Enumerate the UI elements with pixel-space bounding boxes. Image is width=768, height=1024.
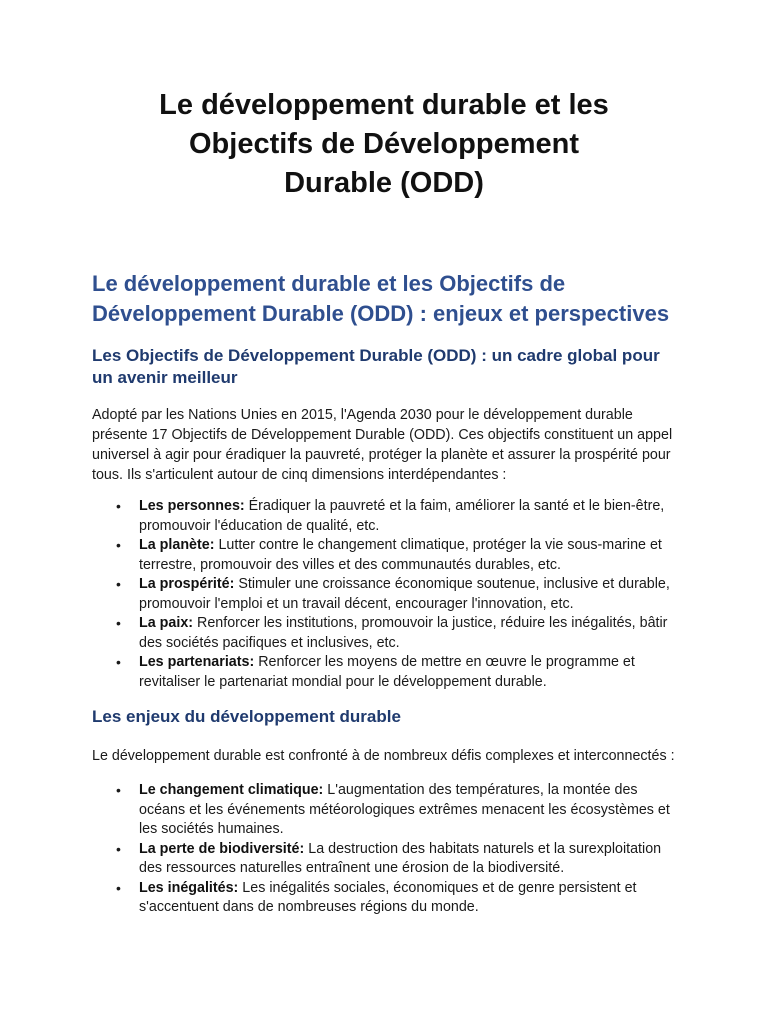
list-item xyxy=(116,614,676,653)
section-enjeux-paragraph: Le développement durable est confronté à de nombreux défis complexes et interconnectés : xyxy=(92,748,675,764)
list-item-term: La perte de biodiversité: xyxy=(139,840,305,857)
list-item-text: Les inégalités sociales, économiques et de genre persistent et s'accentuent dans de nombreuses régions du monde. xyxy=(139,879,637,915)
list-item xyxy=(116,497,676,536)
list-item-term: La prospérité: xyxy=(139,576,235,592)
document-title: Le développement durable et les Objectifs de Développement Durable (ODD) xyxy=(159,89,609,199)
list-item-text: Éradiquer la pauvreté et la faim, améliorer la santé et le bien-être, promouvoir l'éducation de qualité, etc. xyxy=(139,498,665,534)
section-enjeux-heading: Les enjeux du développement durable xyxy=(92,707,401,726)
list-item-text: La destruction des habitats naturels et la surexploitation des ressources naturelles entraînent une érosion de la biodiversité. xyxy=(139,840,662,876)
bullet-icon: • xyxy=(116,498,121,514)
bullet-icon: • xyxy=(116,615,121,631)
list-item xyxy=(116,781,676,840)
bullet-icon: • xyxy=(116,576,121,592)
bullet-icon: • xyxy=(116,840,121,857)
bullet-icon: • xyxy=(116,782,121,798)
list-item-term: Le changement climatique: xyxy=(139,782,324,798)
list-item-text: Stimuler une croissance économique soutenue, inclusive et durable, promouvoir l'emploi et un travail décent, encourager l'innovation, etc. xyxy=(139,576,670,612)
bullet-icon: • xyxy=(116,537,121,553)
list-item-term: La planète: xyxy=(139,537,215,553)
bullet-icon: • xyxy=(116,654,121,670)
list-item-term: La paix: xyxy=(139,615,194,631)
list-item-text: Renforcer les institutions, promouvoir la justice, réduire les inégalités, bâtir des sociétés pacifiques et inclusives, etc. xyxy=(139,615,668,651)
list-item xyxy=(116,653,676,692)
list-item-term: Les partenariats: xyxy=(139,654,255,670)
odd-dimensions-list xyxy=(92,497,676,692)
main-heading: Le développement durable et les Objectifs de Développement Durable (ODD) : enjeux et perspectives xyxy=(92,271,670,326)
section-odd-paragraph: Adopté par les Nations Unies en 2015, l'Agenda 2030 pour le développement durable présente 17 Objectifs de Développement Durable (ODD). Ces objectifs constituent un appel universel à agir pour éradiquer la pauvreté, protéger la planète et assurer la prospérité pour tous. Ils s'articulent autour de cinq dimensions interdépendantes : xyxy=(92,407,673,483)
list-item xyxy=(116,840,676,879)
enjeux-list xyxy=(92,781,676,918)
list-item-term: Les inégalités: xyxy=(139,879,239,896)
section-odd-heading: Les Objectifs de Développement Durable (ODD) : un cadre global pour un avenir meilleur xyxy=(92,346,660,387)
list-item-text: Lutter contre le changement climatique, protéger la vie sous-marine et terrestre, promouvoir des villes et des communautés durables, etc. xyxy=(139,537,662,573)
list-item-term: Les personnes: xyxy=(139,498,245,514)
list-item xyxy=(116,575,676,614)
list-item-text: L'augmentation des températures, la montée des océans et les événements météorologiques extrêmes menacent les écosystèmes et les sociétés humaines. xyxy=(139,782,670,837)
bullet-icon: • xyxy=(116,879,121,896)
list-item xyxy=(116,536,676,575)
list-item-text: Renforcer les moyens de mettre en œuvre le programme et revitaliser le partenariat mondial pour le développement durable. xyxy=(139,654,635,690)
list-item xyxy=(116,879,676,918)
